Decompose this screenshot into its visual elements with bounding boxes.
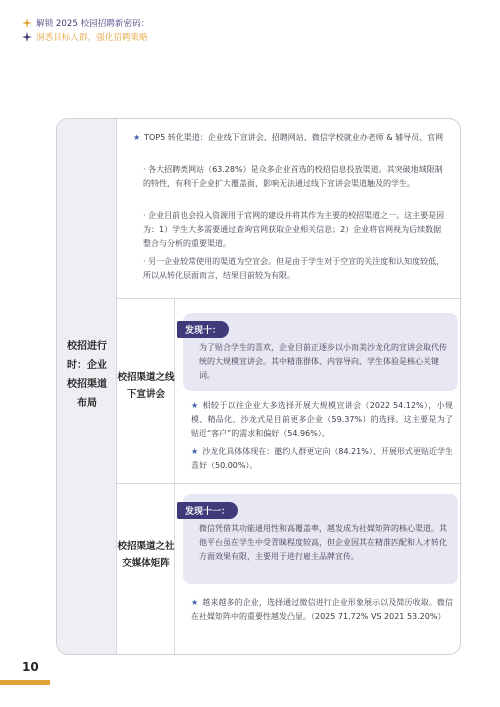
page-number-bar <box>0 680 50 685</box>
finding-box-11 <box>183 494 458 584</box>
section-channels <box>117 119 462 299</box>
finding-tag-11: 发现十一： <box>177 502 238 519</box>
star-bullet-icon: ★ <box>191 401 199 410</box>
sparkle-icon <box>22 18 32 28</box>
paragraph-recruit-sites: · 各大招聘类网站（63.28%）是众多企业首选的校招信息投放渠道。其突破地域限制的特性，有利于企业扩大覆盖面，影响无法通过线下宣讲会渠道触及的学生。 <box>143 165 443 188</box>
header-subtitle: 洞悉目标人群，强化招聘策略 <box>36 33 148 43</box>
star-bullet-icon: ★ <box>191 447 199 456</box>
section-social-media <box>117 484 462 656</box>
bullet-offline-1: ★ 相较于以往企业大多选择开展大规模宣讲会（2022 54.12%），小规模、精品化、沙龙式是目前更多企业（59.37%）的选择。这主要是为了贴近“客户”的需求和偏好（54.96%）。 <box>191 401 454 438</box>
header <box>22 16 149 44</box>
header-line-2 <box>22 30 149 44</box>
header-line-1 <box>22 16 149 30</box>
paragraph-official-site: · 企业目前也会投入资源用于官网的建设并将其作为主要的校招渠道之一。这主要是因为：1）学生大多需要通过查询官网获取企业相关信息；2）企业将官网视为后续数据整合与分析的重要渠道。 <box>143 211 445 248</box>
star-bullet-icon: ★ <box>133 133 141 142</box>
finding-tag-10: 发现十： <box>177 321 229 338</box>
section-title: 校招进行时：企业校招渠道布局 <box>67 341 107 409</box>
sub-label-offline: 校招渠道之线下宣讲会 <box>117 372 175 400</box>
finding-text-10: 为了贴合学生的喜欢，企业目前正逐步以小而美沙龙化的宣讲会取代传统的大规模宣讲会。其中精准群体、内容导向、学生体验是核心关键词。 <box>199 343 447 380</box>
left-column <box>57 119 117 654</box>
bullet-social-1: ★ 越来越多的企业，选择通过微信进行企业形象展示以及简历收取。微信在社媒矩阵中的重要性越发凸显。（2025 71.72% VS 2021 53.20%） <box>191 598 453 621</box>
sparkle-icon <box>22 32 32 42</box>
content-table <box>56 118 461 655</box>
sub-label-social: 校招渠道之社交媒体矩阵 <box>117 541 175 569</box>
page-number: 10 <box>22 660 39 674</box>
star-bullet-icon: ★ <box>191 598 199 607</box>
finding-box-10 <box>183 313 458 391</box>
top5-line: ★ TOP5 转化渠道：企业线下宣讲会、招聘网站、微信学校就业办老师 & 辅导员、官网 <box>133 133 444 142</box>
bullet-offline-2: ★ 沙龙化具体体现在：邀约人群更定向（84.21%）、开展形式更贴近学生喜好（50.00%）。 <box>191 447 453 470</box>
sub-label-column <box>117 299 175 483</box>
sub-label-column <box>117 484 175 656</box>
header-title: 解锁 2025 校园招聘新密码： <box>36 19 150 29</box>
paragraph-online-talk: · 另一企业较常使用的渠道为空宣会。但是由于学生对于空宣的关注度和认知度较低，所以从转化层面而言，结果目前较为有限。 <box>143 257 445 280</box>
section-offline-talk <box>117 299 462 484</box>
finding-text-11: 微信凭借其功能通用性和高覆盖率，越发成为社媒矩阵的核心渠道。其他平台虽在学生中受青睐程度较高，但企业因其在精准匹配和人才转化方面效果有限，主要用于进行雇主品牌宣传。 <box>199 524 447 561</box>
